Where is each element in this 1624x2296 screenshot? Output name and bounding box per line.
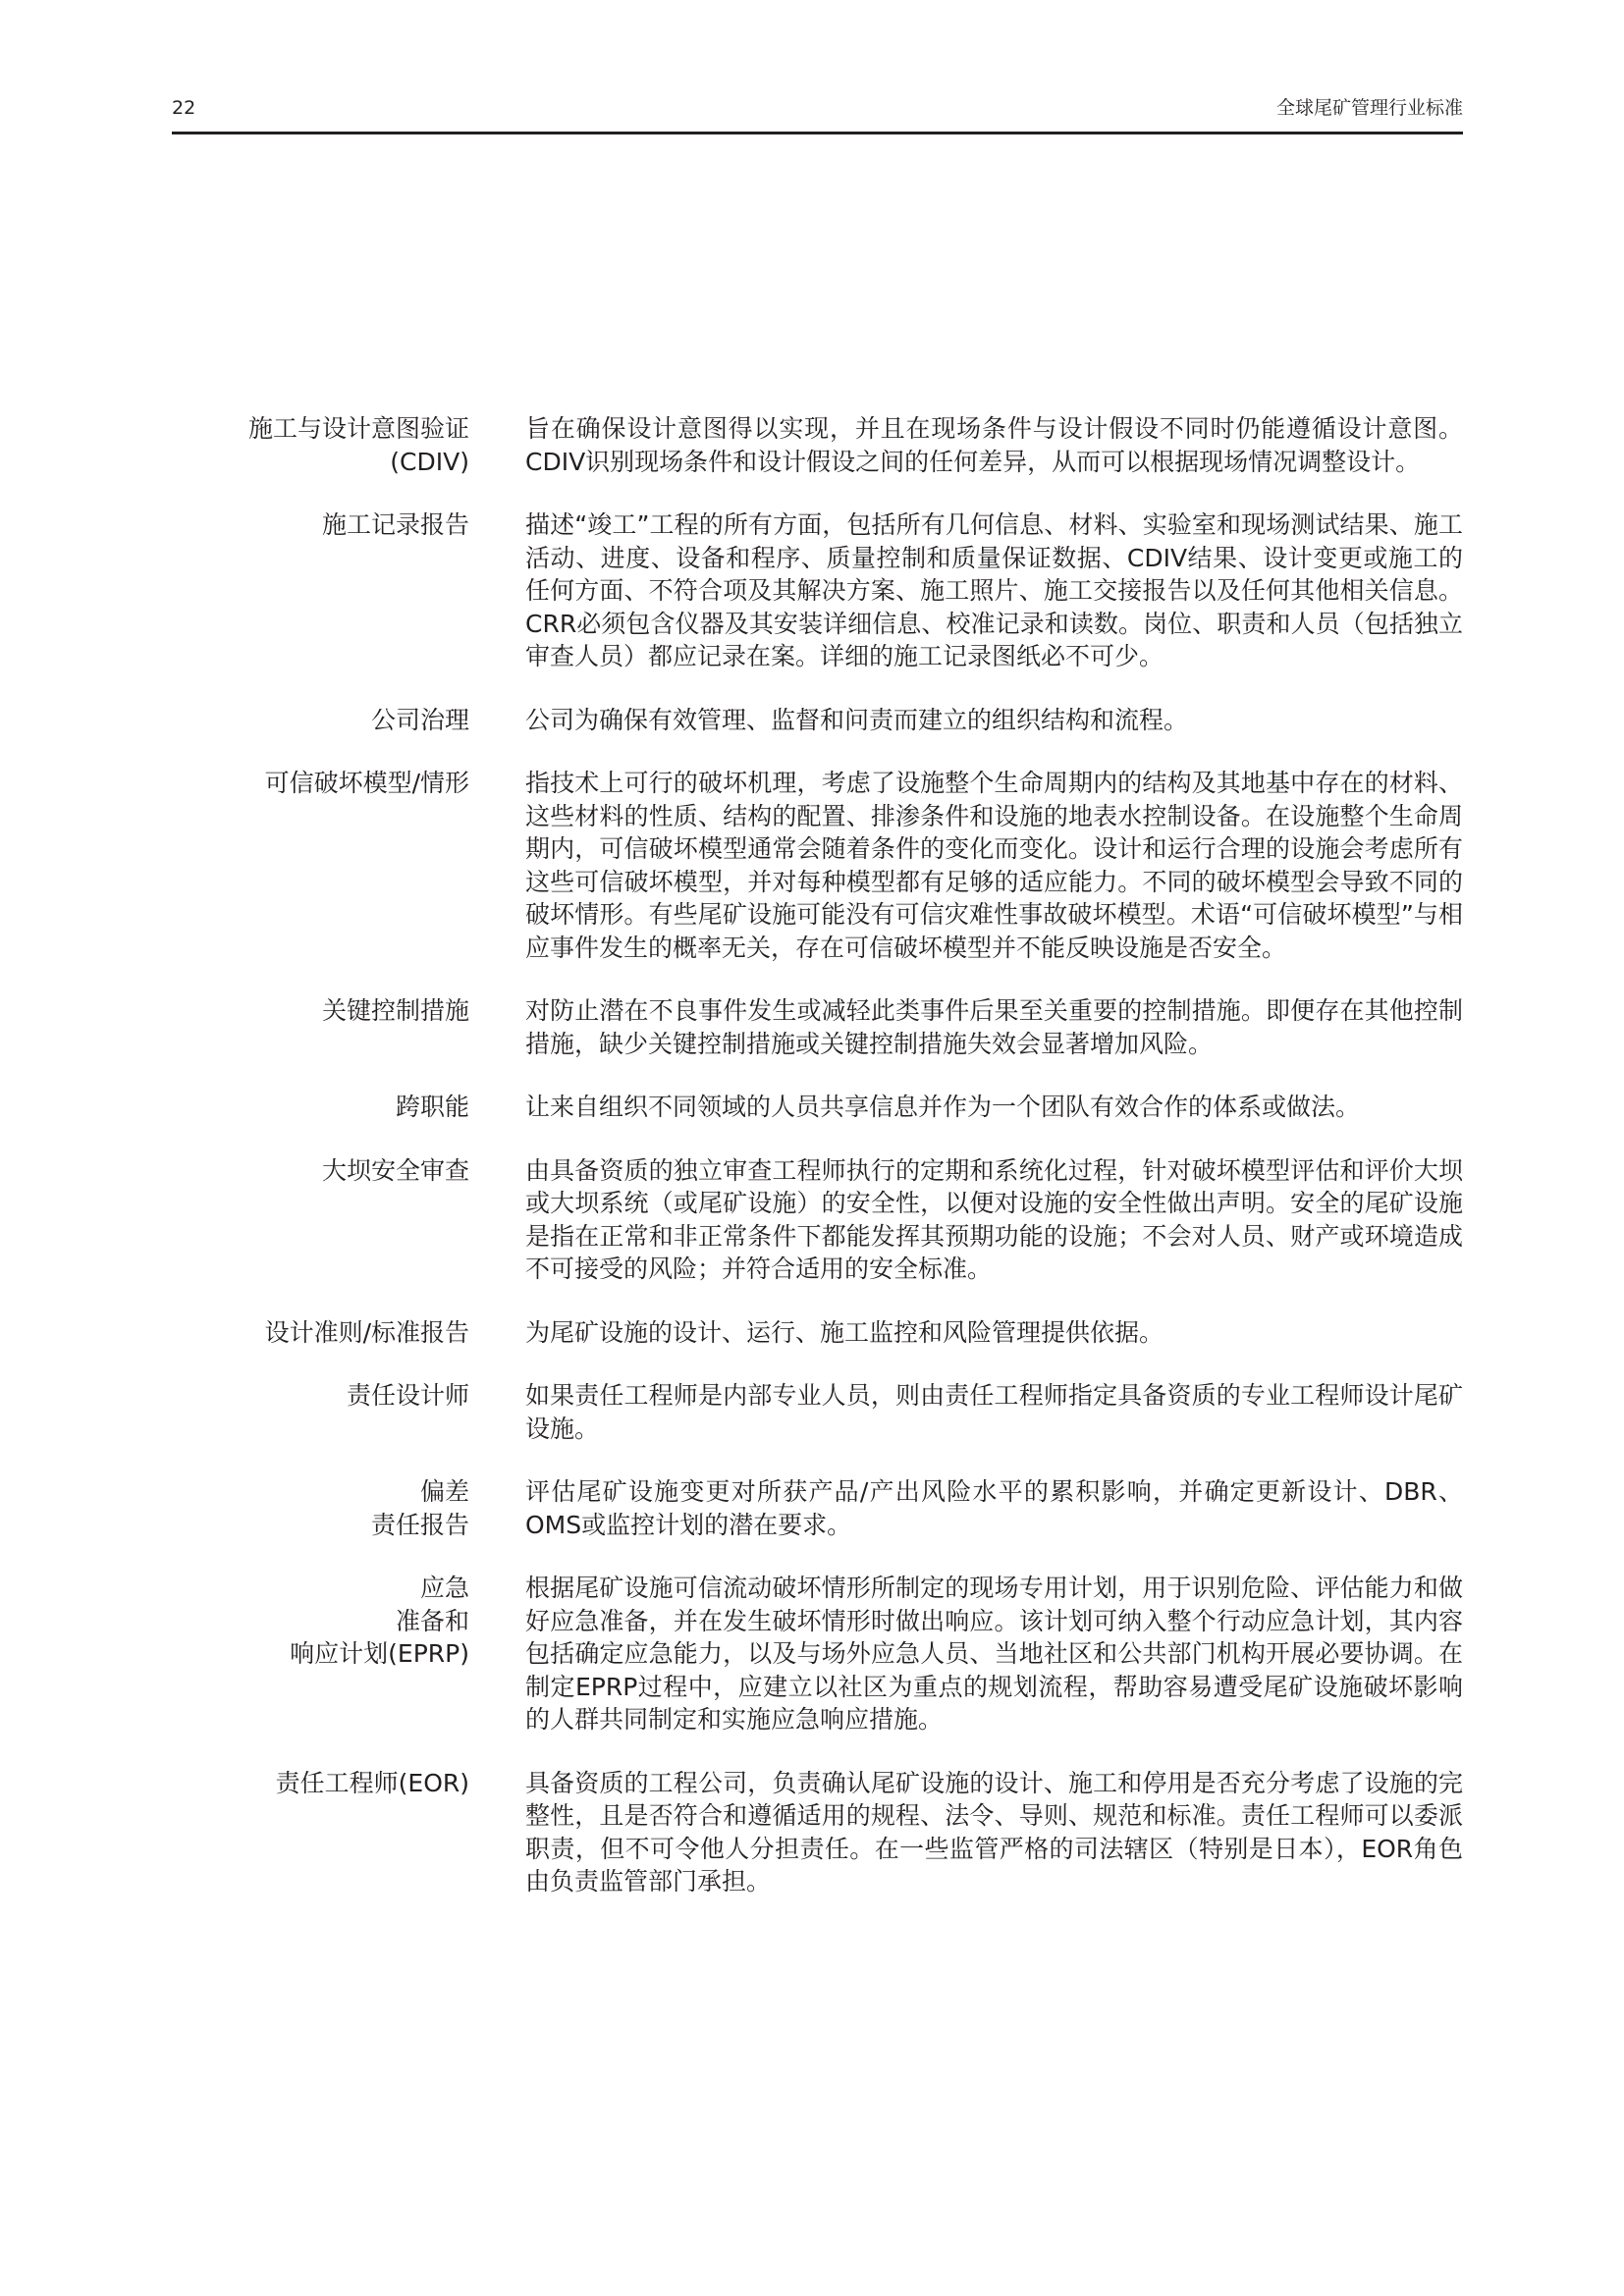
- glossary-definition: 具备资质的工程公司，负责确认尾矿设施的设计、施工和停用是否充分考虑了设施的完整性，且是否符合和遵循适用的规程、法令、导则、规范和标准。责任工程师可以委派职责，但不可令他人分担责任。在一些监管严格的司法辖区（特别是日本），EOR角色由负责监管部门承担。: [525, 1768, 1463, 1896]
- glossary-entry: [172, 704, 1463, 737]
- glossary-term: 施工与设计意图验证 (CDIV): [247, 414, 469, 476]
- glossary-term: 责任工程师(EOR): [275, 1768, 469, 1797]
- glossary-term: 应急 准备和 响应计划(EPRP): [290, 1574, 469, 1668]
- glossary-term: 大坝安全审查: [321, 1155, 469, 1185]
- glossary-definition: 如果责任工程师是内部专业人员，则由责任工程师指定具备资质的专业工程师设计尾矿设施。: [525, 1381, 1463, 1443]
- glossary-term: 责任设计师: [346, 1381, 469, 1410]
- glossary-entry: [172, 1767, 1463, 1898]
- glossary-entry: [172, 508, 1463, 673]
- page-header: [172, 96, 1463, 135]
- glossary: [172, 412, 1463, 1929]
- glossary-entry: [172, 412, 1463, 478]
- glossary-term: 偏差 责任报告: [370, 1477, 469, 1539]
- glossary-term: 关键控制措施: [321, 996, 469, 1025]
- glossary-definition: 指技术上可行的破坏机理，考虑了设施整个生命周期内的结构及其地基中存在的材料、这些材料的性质、结构的配置、排渗条件和设施的地表水控制设备。在设施整个生命周期内，可信破坏模型通常会随着条件的变化而变化。设计和运行合理的设施会考虑所有这些可信破坏模型，并对每种模型都有足够的适应能力。不同的破坏模型会导致不同的破坏情形。有些尾矿设施可能没有可信灾难性事故破坏模型。术语“可信破坏模型”与相应事件发生的概率无关，存在可信破坏模型并不能反映设施是否安全。: [525, 769, 1463, 962]
- glossary-entry: [172, 1154, 1463, 1286]
- glossary-definition: 旨在确保设计意图得以实现，并且在现场条件与设计假设不同时仍能遵循设计意图。CDIV识别现场条件和设计假设之间的任何差异，从而可以根据现场情况调整设计。: [525, 414, 1463, 476]
- glossary-entry: [172, 1316, 1463, 1350]
- glossary-definition: 根据尾矿设施可信流动破坏情形所制定的现场专用计划，用于识别危险、评估能力和做好应急准备，并在发生破坏情形时做出响应。该计划可纳入整个行动应急计划，其内容包括确定应急能力，以及与场外应急人员、当地社区和公共部门机构开展必要协调。在制定EPRP过程中，应建立以社区为重点的规划流程，帮助容易遭受尾矿设施破坏影响的人群共同制定和实施应急响应措施。: [525, 1574, 1463, 1734]
- glossary-definition: 评估尾矿设施变更对所获产品/产出风险水平的累积影响，并确定更新设计、DBR、OMS或监控计划的潜在要求。: [525, 1477, 1463, 1539]
- header-rule: [172, 132, 1463, 134]
- glossary-entry: [172, 1091, 1463, 1124]
- glossary-term: 可信破坏模型/情形: [264, 769, 469, 797]
- glossary-entry: [172, 1475, 1463, 1541]
- glossary-term: 设计准则/标准报告: [264, 1317, 469, 1347]
- glossary-entry: [172, 994, 1463, 1060]
- running-title: 全球尾矿管理行业标准: [1275, 97, 1463, 119]
- glossary-definition: 描述“竣工”工程的所有方面，包括所有几何信息、材料、实验室和现场测试结果、施工活动、进度、设备和程序、质量控制和质量保证数据、CDIV结果、设计变更或施工的任何方面、不符合项及其解决方案、施工照片、施工交接报告以及任何其他相关信息。CRR必须包含仪器及其安装详细信息、校准记录和读数。岗位、职责和人员（包括独立审查人员）都应记录在案。详细的施工记录图纸必不可少。: [525, 510, 1463, 670]
- glossary-definition: 公司为确保有效管理、监督和问责而建立的组织结构和流程。: [525, 705, 1189, 734]
- glossary-term: 施工记录报告: [321, 510, 469, 539]
- glossary-definition: 让来自组织不同领域的人员共享信息并作为一个团队有效合作的体系或做法。: [525, 1093, 1361, 1121]
- page-number: 22: [172, 97, 196, 119]
- glossary-entry: [172, 1572, 1463, 1736]
- glossary-entry: [172, 767, 1463, 964]
- glossary-entry: [172, 1379, 1463, 1445]
- glossary-definition: 由具备资质的独立审查工程师执行的定期和系统化过程，针对破坏模型评估和评价大坝或大坝系统（或尾矿设施）的安全性，以便对设施的安全性做出声明。安全的尾矿设施是指在正常和非正常条件下都能发挥其预期功能的设施；不会对人员、财产或环境造成不可接受的风险；并符合适用的安全标准。: [525, 1155, 1463, 1283]
- glossary-definition: 为尾矿设施的设计、运行、施工监控和风险管理提供依据。: [525, 1317, 1164, 1347]
- glossary-term: 跨职能: [395, 1093, 469, 1121]
- glossary-definition: 对防止潜在不良事件发生或减轻此类事件后果至关重要的控制措施。即便存在其他控制措施，缺少关键控制措施或关键控制措施失效会显著增加风险。: [525, 996, 1463, 1058]
- glossary-term: 公司治理: [370, 705, 469, 734]
